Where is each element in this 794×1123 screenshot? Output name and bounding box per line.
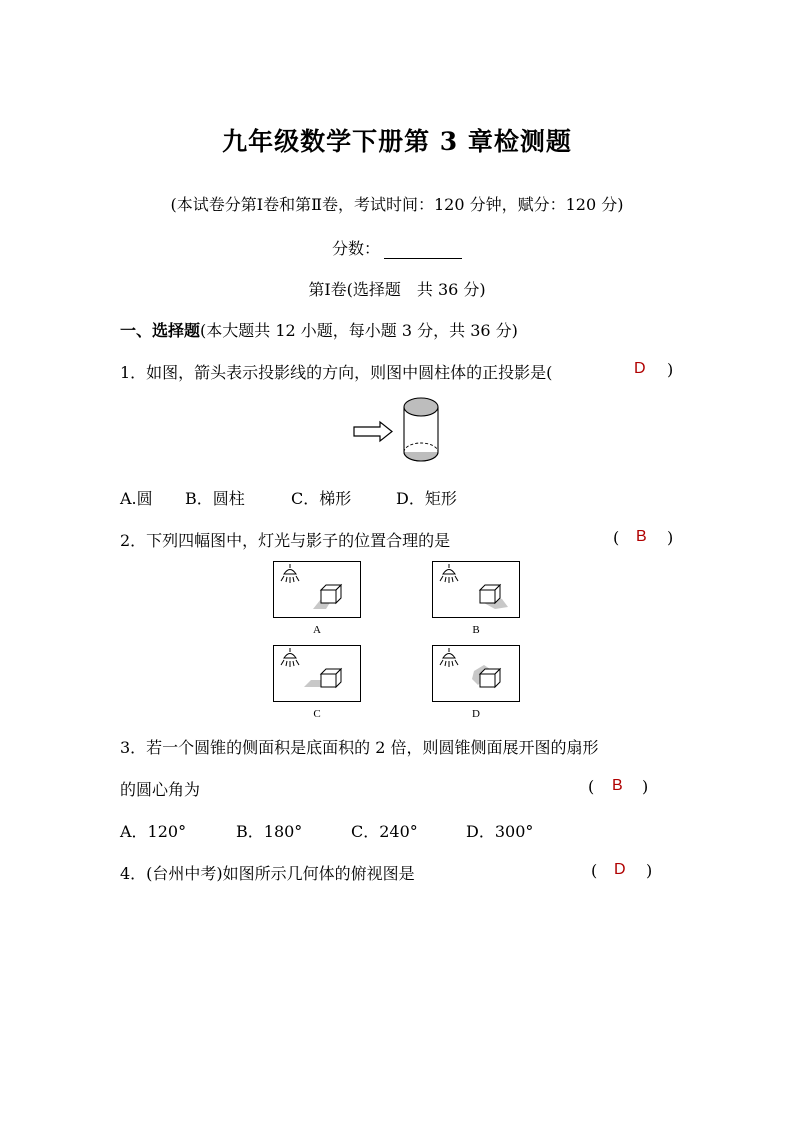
- q2-open-paren: (: [613, 528, 620, 547]
- q4-close-paren: ): [646, 861, 653, 880]
- q2-figure-c: [273, 645, 361, 703]
- q3-option-c: C．240°: [351, 822, 418, 841]
- q1-option-c: C．梯形: [291, 489, 352, 508]
- q1-close-paren: ): [667, 360, 674, 379]
- score-line: [0, 236, 794, 259]
- page-title: 九年级数学下册第 3 章检测题: [222, 127, 572, 156]
- q4-open-paren: (: [591, 861, 598, 880]
- q3-answer: B: [612, 777, 623, 794]
- q4-stem: 4．(台州中考)如图所示几何体的俯视图是: [120, 864, 415, 883]
- q1-option-a: A.圆: [120, 489, 153, 508]
- q1-option-b: B．圆柱: [185, 489, 245, 508]
- score-label: 分数：: [331, 239, 380, 258]
- q2-label-a: A: [313, 624, 321, 636]
- q4-answer: D: [614, 861, 626, 878]
- q2-figure-a: [273, 561, 361, 619]
- q2-close-paren: ): [667, 528, 674, 547]
- section1-heading: [120, 318, 518, 341]
- section1-note: (本大题共 12 小题，每小题 3 分，共 36 分): [200, 321, 518, 340]
- q2-label-b: B: [472, 624, 480, 636]
- projection-arrow-icon: [354, 422, 392, 441]
- q2-figure-b: [432, 561, 520, 619]
- cylinder-icon: [404, 398, 438, 461]
- exam-info: (本试卷分第Ⅰ卷和第Ⅱ卷，考试时间：120 分钟，赋分：120 分): [170, 195, 624, 214]
- q3-open-paren: (: [588, 777, 595, 796]
- cube-icon: [480, 585, 500, 603]
- q1-option-d: D．矩形: [396, 489, 457, 508]
- q3-option-a: A．120°: [120, 822, 187, 841]
- cube-icon: [321, 669, 341, 687]
- cube-icon: [321, 585, 341, 603]
- q2-stem: 2．下列四幅图中，灯光与影子的位置合理的是: [120, 531, 451, 550]
- q3-stem-line1: 3．若一个圆锥的侧面积是底面积的 2 倍，则圆锥侧面展开图的扇形: [120, 738, 599, 757]
- part1-heading: 第Ⅰ卷(选择题 共 36 分): [308, 280, 486, 299]
- score-blank[interactable]: [384, 242, 462, 259]
- section1-label: 一、选择题: [120, 321, 201, 340]
- q2-label-c: C: [313, 708, 321, 720]
- q3-option-b: B．180°: [236, 822, 303, 841]
- q2-figure-d: [432, 645, 520, 703]
- q2-answer: B: [636, 528, 647, 545]
- q1-cylinder-figure: [350, 394, 442, 466]
- q3-stem-line2: 的圆心角为: [120, 780, 201, 799]
- q1-answer: D: [634, 360, 646, 377]
- q3-close-paren: ): [642, 777, 649, 796]
- cube-icon: [480, 669, 500, 687]
- q1-stem: 1．如图，箭头表示投影线的方向，则图中圆柱体的正投影是(: [120, 363, 553, 382]
- q3-option-d: D．300°: [466, 822, 534, 841]
- q2-label-d: D: [472, 708, 480, 720]
